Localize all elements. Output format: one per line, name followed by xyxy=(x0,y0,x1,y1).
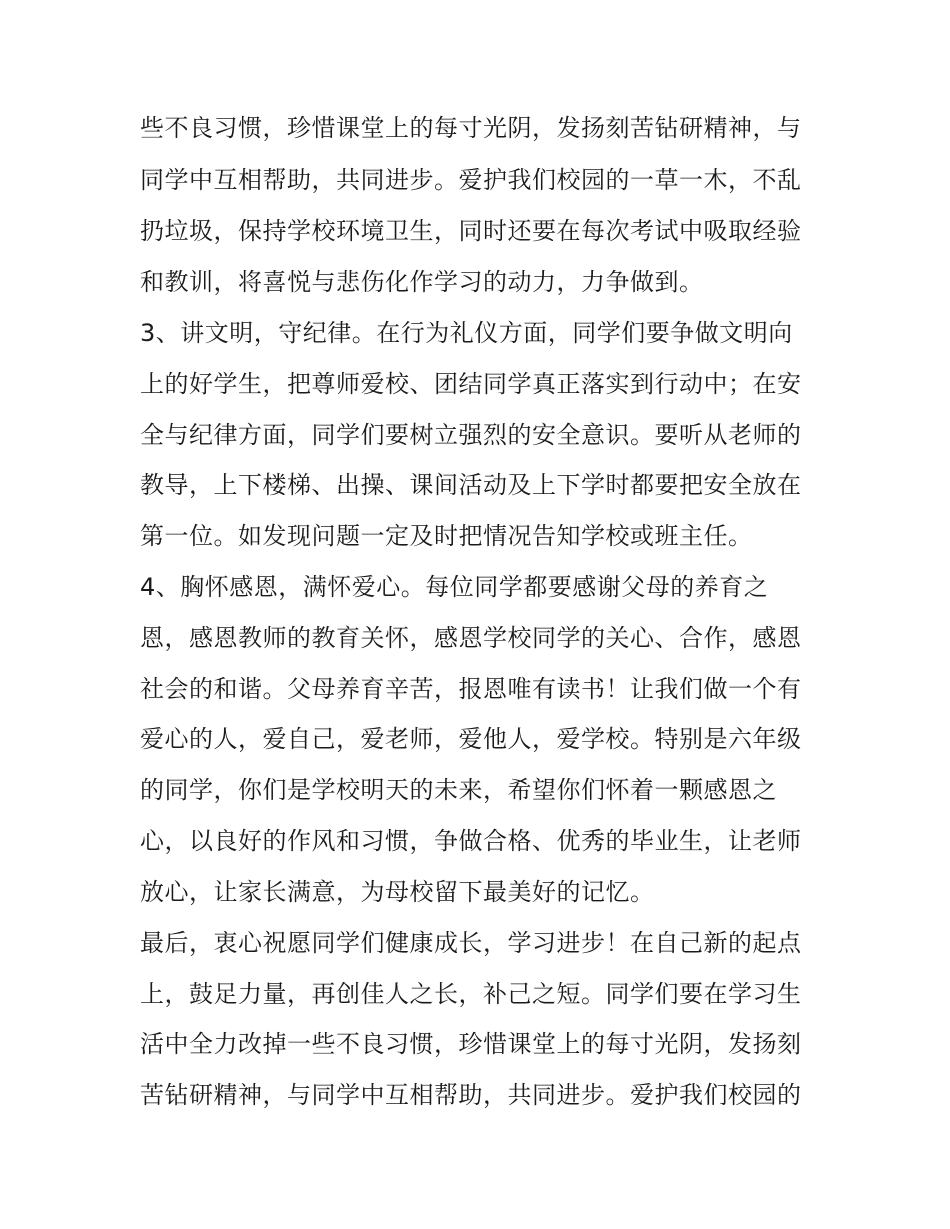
text-line: 放心，让家长满意，为母校留下最美好的记忆。 xyxy=(140,878,655,906)
text-line: 全与纪律方面，同学们要树立强烈的安全意识。要听从老师的 xyxy=(140,421,802,449)
text-line: 上，鼓足力量，再创佳人之长，补己之短。同学们要在学习生 xyxy=(140,980,802,1008)
text-line: 些不良习惯，珍惜课堂上的每寸光阴，发扬刻苦钻研精神，与 xyxy=(140,114,802,142)
text-line: 同学中互相帮助，共同进步。爱护我们校园的一草一木，不乱 xyxy=(140,166,802,194)
text-line: 4、胸怀感恩，满怀爱心。每位同学都要感谢父母的养育之 xyxy=(140,573,769,601)
text-line: 扔垃圾，保持学校环境卫生，同时还要在每次考试中吸取经验 xyxy=(140,217,802,245)
text-line: 爱心的人，爱自己，爱老师，爱他人，爱学校。特别是六年级 xyxy=(140,725,802,753)
text-line: 上的好学生，把尊师爱校、团结同学真正落实到行动中；在安 xyxy=(140,370,802,398)
text-line: 心，以良好的作风和习惯，争做合格、优秀的毕业生，让老师 xyxy=(140,827,802,855)
text-line: 和教训，将喜悦与悲伤化作学习的动力，力争做到。 xyxy=(140,268,704,296)
text-line: 教导，上下楼梯、出操、课间活动及上下学时都要把安全放在 xyxy=(140,471,802,499)
text-line: 苦钻研精神，与同学中互相帮助，共同进步。爱护我们校园的 xyxy=(140,1081,802,1109)
text-line: 活中全力改掉一些不良习惯，珍惜课堂上的每寸光阴，发扬刻 xyxy=(140,1030,802,1058)
text-line: 恩，感恩教师的教育关怀，感恩学校同学的关心、合作，感恩 xyxy=(140,624,802,652)
text-line: 第一位。如发现问题一定及时把情况告知学校或班主任。 xyxy=(140,522,753,550)
text-line: 的同学，你们是学校明天的未来，希望你们怀着一颗感恩之 xyxy=(140,776,777,804)
text-line: 3、讲文明，守纪律。在行为礼仪方面，同学们要争做文明向 xyxy=(140,319,793,347)
text-line: 最后，衷心祝愿同学们健康成长，学习进步！在自己新的起点 xyxy=(140,929,802,957)
text-line: 社会的和谐。父母养育辛苦，报恩唯有读书！让我们做一个有 xyxy=(140,675,802,703)
